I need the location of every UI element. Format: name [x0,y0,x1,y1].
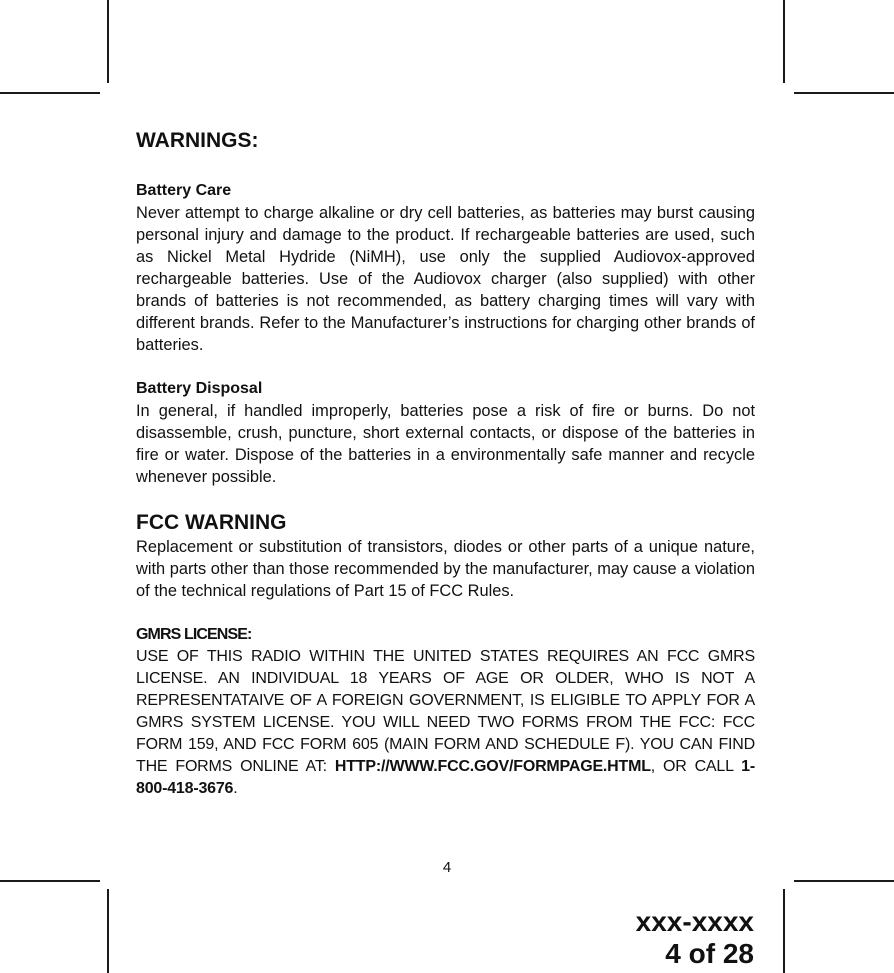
gmrs-license-text [136,646,755,800]
page-title: WARNINGS: [136,129,259,152]
fcc-warning-text: Replacement or substitution of transistors, diodes or other parts of a unique nature, with parts other than those recommended by the manufacturer, may cause a violation of the technical regulations of Part 15 of FCC Rules. [136,538,755,600]
battery-disposal-text: In general, if handled improperly, batteries pose a risk of fire or burns. Do not disassemble, crush, puncture, short external contacts, or dispose of the batteries in fire or water. Dispose of the batteries in a environmentally safe manner and recycle whenever possible. [136,402,755,486]
battery-disposal-heading: Battery Disposal [136,380,263,397]
crop-mark-bottom-right-horizontal [794,880,894,882]
gmrs-call-text: , OR CALL [650,758,742,775]
crop-mark-top-left-horizontal [0,92,100,94]
crop-mark-bottom-left-vertical [107,889,109,973]
crop-mark-top-left-vertical [107,0,109,83]
crop-mark-top-right-horizontal [794,92,894,94]
crop-mark-top-right-vertical [783,0,785,83]
battery-care-heading: Battery Care [136,182,232,199]
page-of-label: 4 of 28 [665,938,754,969]
document-code [636,906,754,970]
page-content [136,128,755,800]
doc-code-label: xxx-xxxx [635,906,754,937]
gmrs-text: USE OF THIS RADIO WITHIN THE UNITED STATES REQUIRES AN FCC GMRS LICENSE. AN INDIVIDUAL 18 YEARS OF AGE OR OLDER, WHO IS NOT A REPRESENTATAIVE OF A FOREIGN GOVERNMENT, IS ELIGIBLE TO APPLY FOR A GMRS SYSTEM LICENSE. YOU WILL NEED TWO FORMS FROM THE FCC: FCC FORM 159, AND FCC FORM 605 (MAIN FORM AND SCHEDULE F). YOU CAN FIND THE FORMS ONLINE AT: [136,648,755,775]
gmrs-license-heading: GMRS LICENSE: [136,626,252,643]
fcc-warning-heading: FCC WARNING [136,511,287,534]
fcc-phone: 1-800-418-3676 [136,758,755,797]
page-number: 4 [442,859,452,876]
crop-mark-bottom-left-horizontal [0,880,100,882]
gmrs-end: . [233,780,238,797]
battery-care-text: Never attempt to charge alkaline or dry cell batteries, as batteries may burst causing personal injury and damage to the product. If rechargeable batteries are used, such as Nickel Metal Hydride (NiMH), use only the supplied Audiovox-approved rechargeable batteries. Use of the Audiovox charger (also supplied) with other brands of batteries is not recommended, as battery charging times will vary with different brands. Refer to the Manufacturer’s instructions for charging other brands of batteries. [136,204,755,354]
fcc-url: HTTP://WWW.FCC.GOV/FORMPAGE.HTML [334,758,651,775]
crop-mark-bottom-right-vertical [783,889,785,973]
